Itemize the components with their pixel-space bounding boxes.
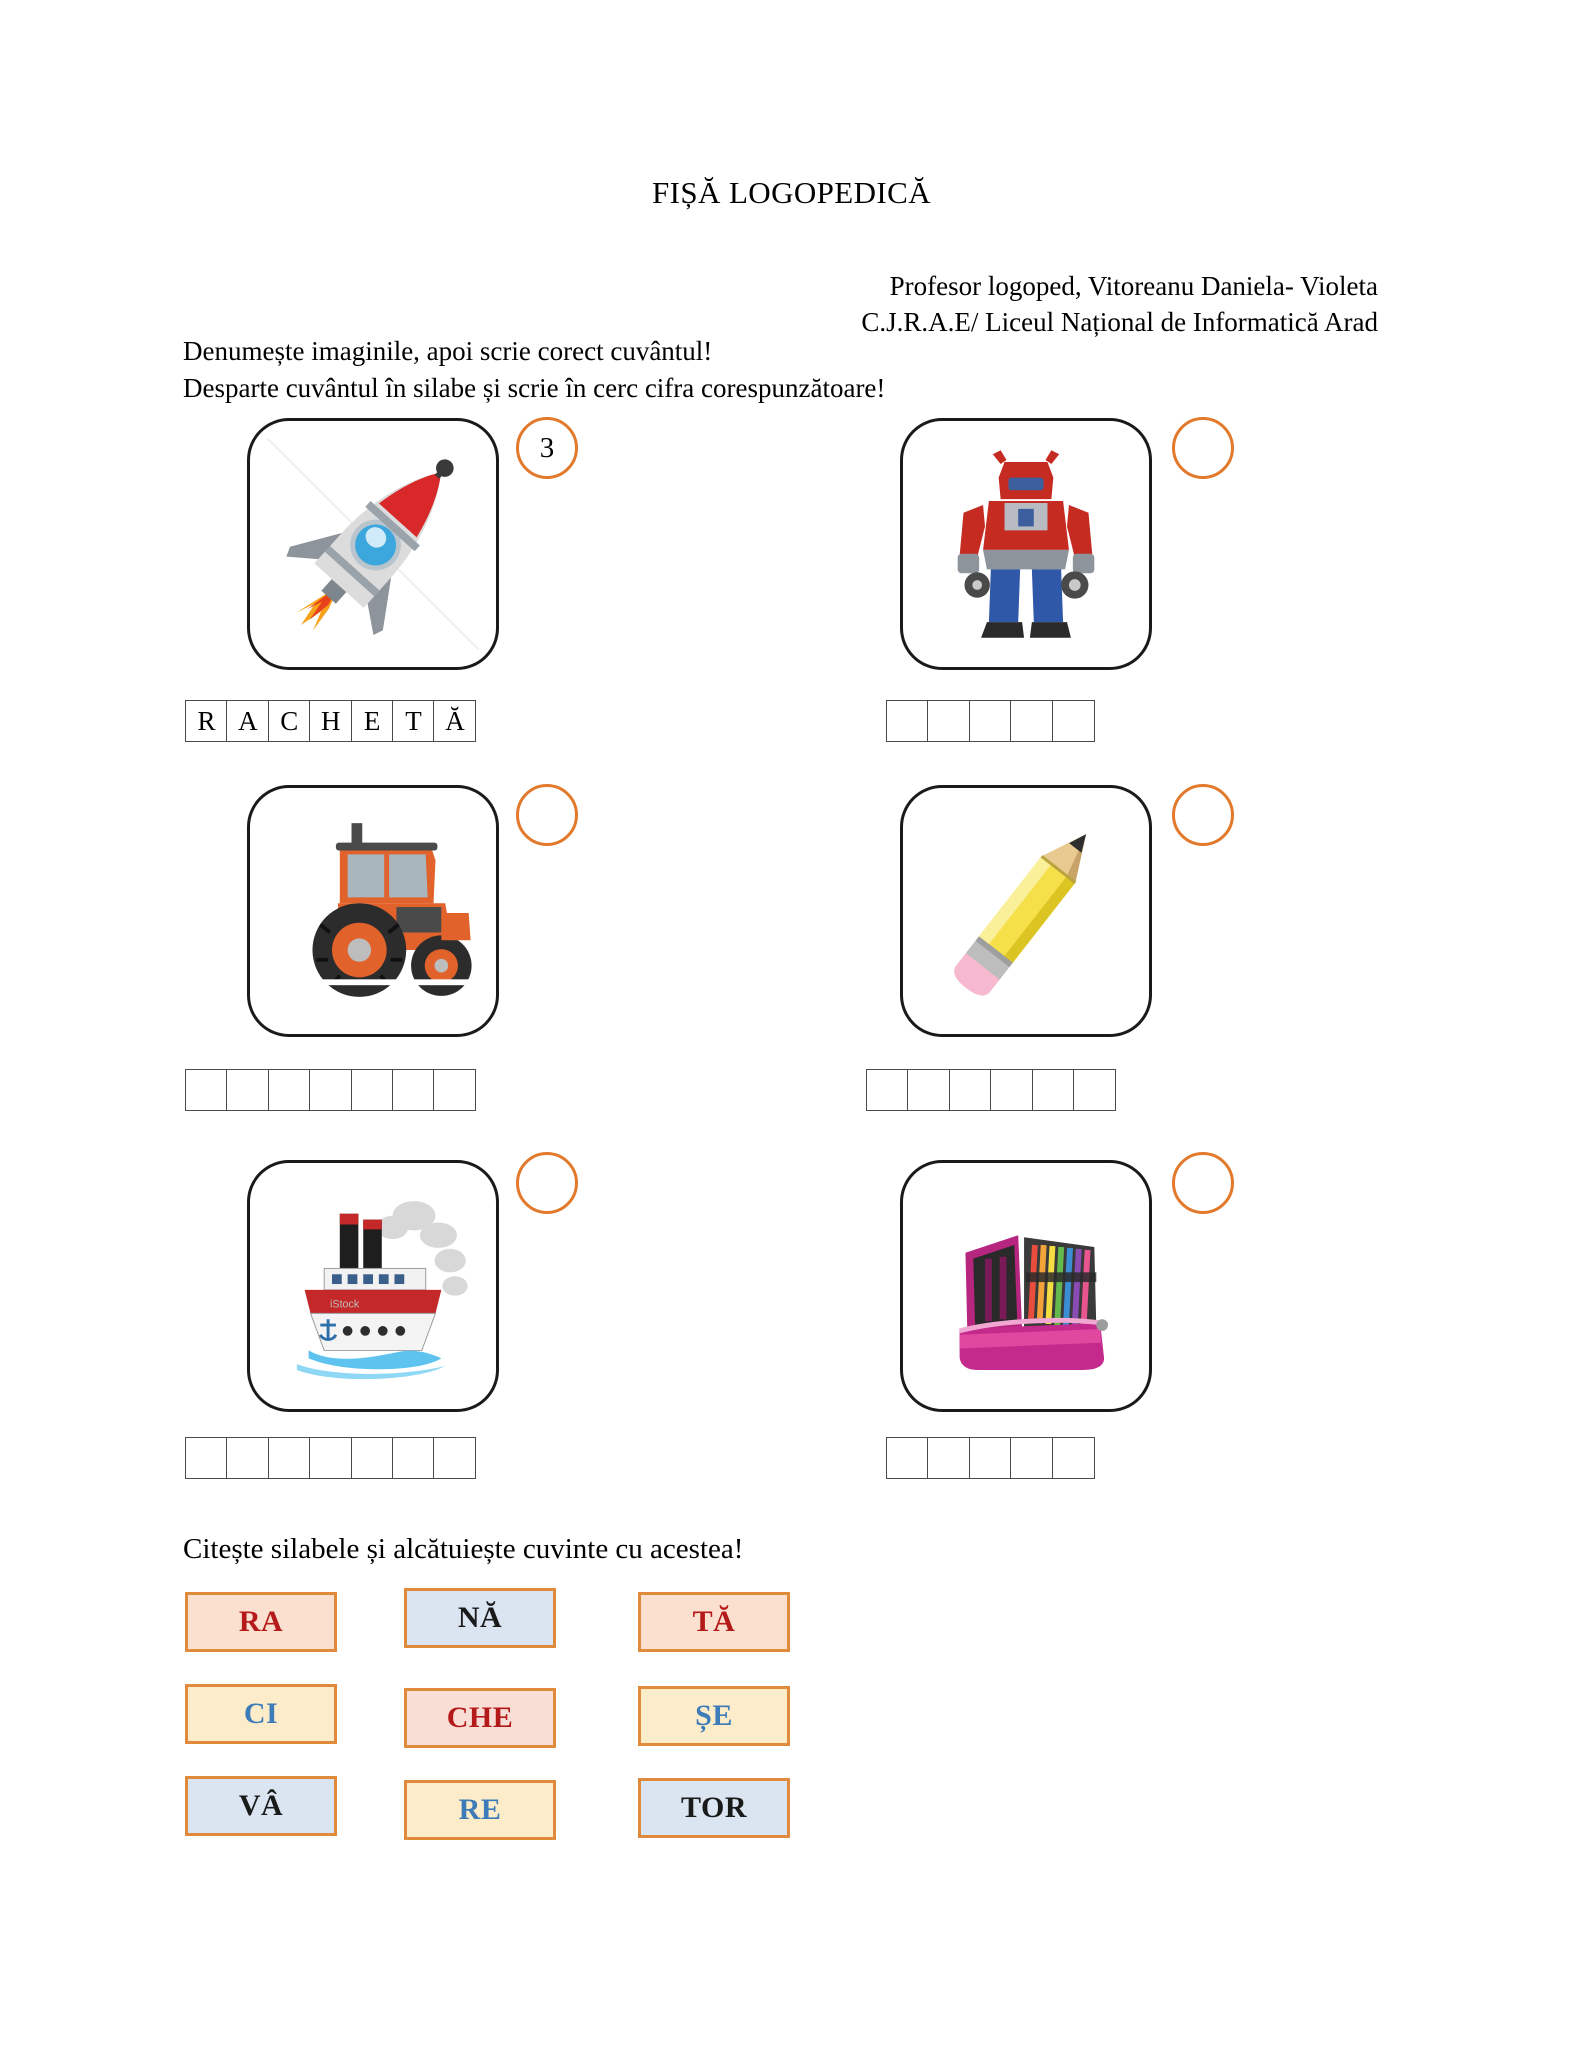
syllable-tile[interactable]: ȘE — [638, 1686, 790, 1746]
letter-box[interactable] — [969, 700, 1012, 742]
byline-author: Profesor logoped, Vitoreanu Daniela- Violeta — [889, 271, 1378, 301]
rocket-icon — [250, 421, 496, 667]
syllable-count-circle-tractor[interactable] — [516, 784, 578, 846]
instruction-line-1: Denumește imaginile, apoi scrie corect cuvântul! — [183, 336, 713, 366]
letter-box[interactable] — [907, 1069, 950, 1111]
picture-card-tractor — [247, 785, 499, 1037]
letter-box[interactable] — [927, 700, 970, 742]
syllable-count-circle-ship[interactable] — [516, 1152, 578, 1214]
letter-box[interactable] — [268, 1437, 311, 1479]
letter-box[interactable]: C — [268, 700, 311, 742]
letter-boxes-ship[interactable] — [185, 1437, 476, 1479]
letter-box[interactable] — [351, 1069, 394, 1111]
letter-box[interactable] — [886, 1437, 929, 1479]
syllable-tile[interactable]: RA — [185, 1592, 337, 1652]
letter-box[interactable] — [866, 1069, 909, 1111]
letter-box[interactable] — [392, 1069, 435, 1111]
letter-box[interactable] — [1052, 700, 1095, 742]
syllable-tile[interactable]: VÂ — [185, 1776, 337, 1836]
letter-box[interactable] — [1073, 1069, 1116, 1111]
letter-box[interactable] — [433, 1069, 476, 1111]
letter-box[interactable] — [1010, 1437, 1053, 1479]
tractor-icon — [250, 788, 496, 1034]
syllable-tile[interactable]: RE — [404, 1780, 556, 1840]
instruction-line-3: Citește silabele și alcătuiește cuvinte cu acestea! — [183, 1533, 744, 1565]
syllable-count-circle-pencil-case[interactable] — [1172, 1152, 1234, 1214]
letter-box[interactable]: T — [392, 700, 435, 742]
letter-box[interactable]: E — [351, 700, 394, 742]
letter-box[interactable] — [949, 1069, 992, 1111]
letter-boxes-pencil-case[interactable] — [886, 1437, 1095, 1479]
letter-box[interactable] — [185, 1437, 228, 1479]
letter-boxes-tractor[interactable] — [185, 1069, 476, 1111]
picture-card-rocket — [247, 418, 499, 670]
picture-card-pencil — [900, 785, 1152, 1037]
picture-card-pencil-case — [900, 1160, 1152, 1412]
steamship-icon — [250, 1163, 496, 1409]
syllable-tile[interactable]: CI — [185, 1684, 337, 1744]
syllable-count-circle-robot[interactable] — [1172, 417, 1234, 479]
letter-box[interactable] — [392, 1437, 435, 1479]
letter-box[interactable]: H — [309, 700, 352, 742]
robot-icon — [903, 421, 1149, 667]
syllable-count-circle-rocket[interactable] — [516, 417, 578, 479]
letter-box[interactable] — [886, 700, 929, 742]
pencil-case-icon — [903, 1163, 1149, 1409]
syllable-tile[interactable]: NĂ — [404, 1588, 556, 1648]
letter-box[interactable] — [969, 1437, 1012, 1479]
letter-boxes-rocket[interactable] — [185, 700, 476, 742]
letter-box[interactable] — [351, 1437, 394, 1479]
letter-box[interactable] — [1010, 700, 1053, 742]
syllable-count-circle-pencil[interactable] — [1172, 784, 1234, 846]
letter-box[interactable] — [433, 1437, 476, 1479]
picture-card-robot — [900, 418, 1152, 670]
letter-boxes-pencil[interactable] — [866, 1069, 1116, 1111]
letter-box[interactable] — [226, 1437, 269, 1479]
letter-box[interactable] — [1052, 1437, 1095, 1479]
letter-box[interactable] — [1032, 1069, 1075, 1111]
letter-box[interactable] — [268, 1069, 311, 1111]
letter-box[interactable] — [226, 1069, 269, 1111]
letter-box[interactable]: R — [185, 700, 228, 742]
letter-box[interactable]: A — [226, 700, 269, 742]
instruction-line-2: Desparte cuvântul în silabe și scrie în cerc cifra corespunzătoare! — [183, 373, 886, 403]
letter-box[interactable] — [990, 1069, 1033, 1111]
syllable-count-value: 3 — [539, 431, 555, 464]
page-title: FIȘĂ LOGOPEDICĂ — [652, 175, 931, 210]
letter-boxes-robot[interactable] — [886, 700, 1095, 742]
letter-box[interactable] — [927, 1437, 970, 1479]
letter-box[interactable] — [309, 1069, 352, 1111]
pencil-icon — [903, 788, 1149, 1034]
letter-box[interactable]: Ă — [433, 700, 476, 742]
svg-text:iStock: iStock — [330, 1298, 360, 1311]
syllable-tile[interactable]: TOR — [638, 1778, 790, 1838]
letter-box[interactable] — [185, 1069, 228, 1111]
syllable-tile[interactable]: TĂ — [638, 1592, 790, 1652]
byline-institution: C.J.R.A.E/ Liceul Național de Informatică Arad — [861, 307, 1378, 337]
syllable-tile[interactable]: CHE — [404, 1688, 556, 1748]
picture-card-ship — [247, 1160, 499, 1412]
letter-box[interactable] — [309, 1437, 352, 1479]
